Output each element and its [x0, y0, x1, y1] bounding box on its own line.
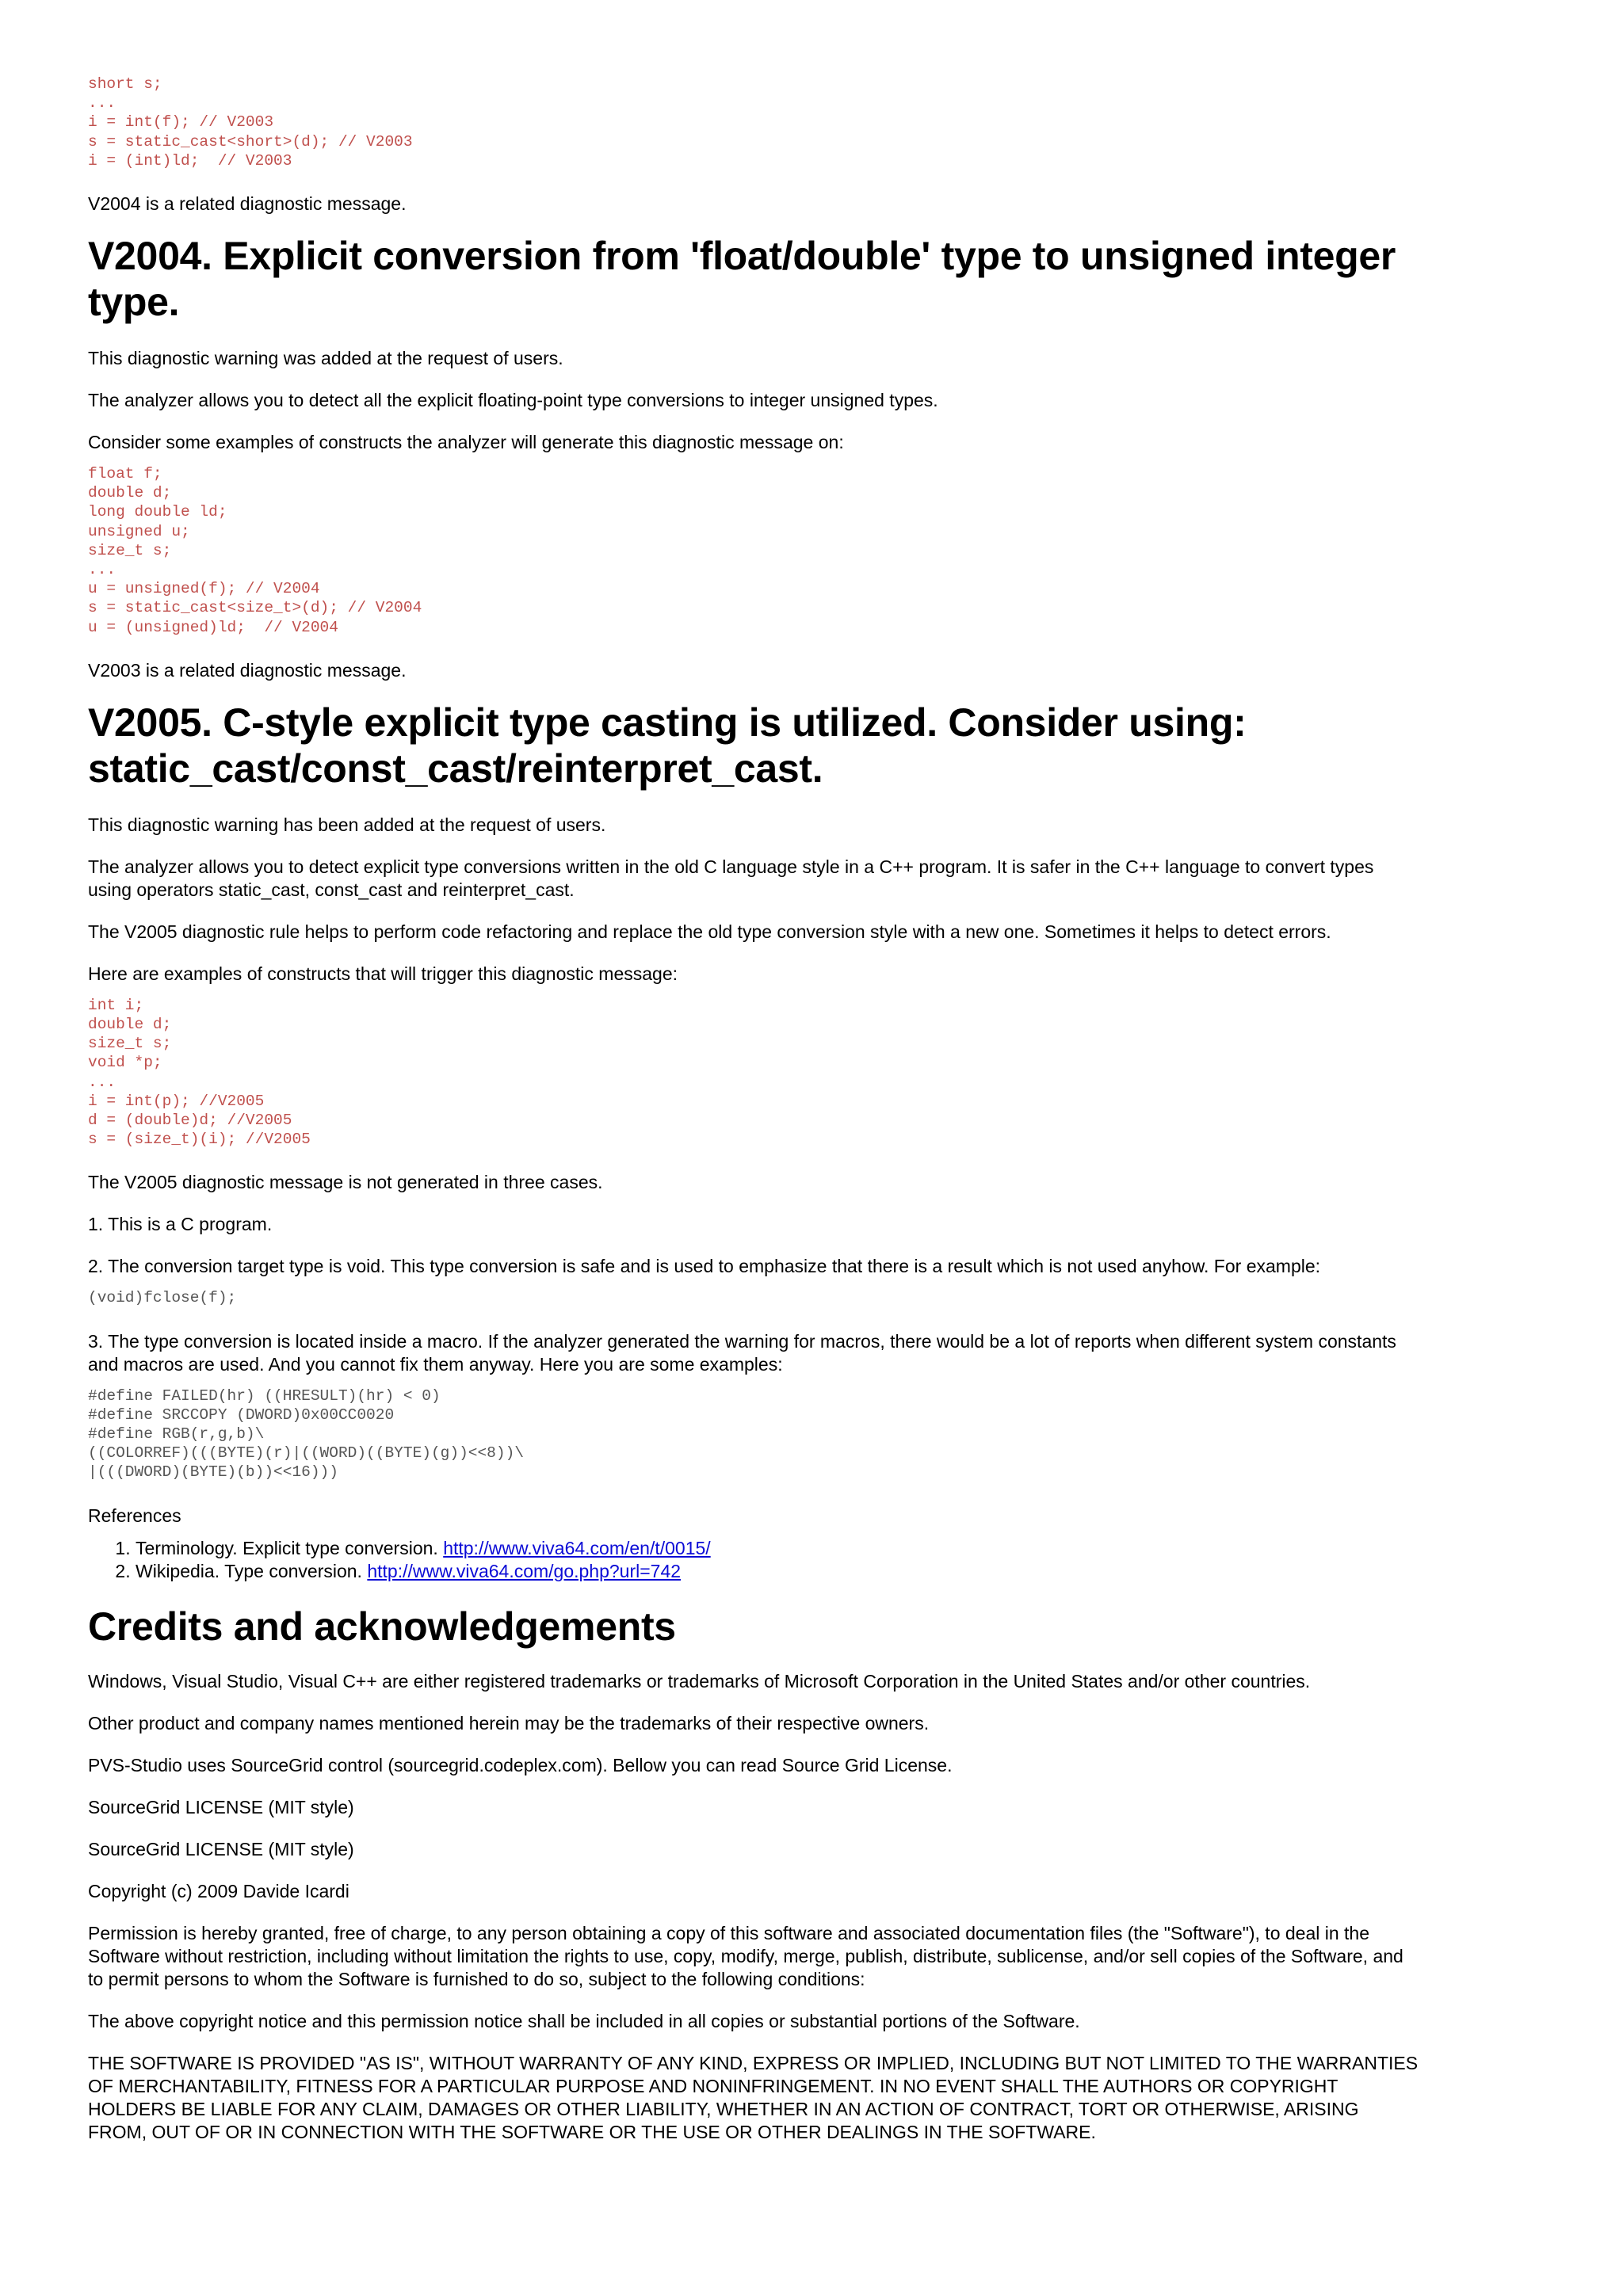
credits-paragraph-2: Other product and company names mentioned herein may be the trademarks of their respective owners. [88, 1712, 930, 1733]
v2005-paragraph-5: The V2005 diagnostic message is not generated in three cases. [88, 1172, 603, 1193]
license-permission: Permission is hereby granted, free of charge, to any person obtaining a copy of this software and associated documentation files (the "Software"), to deal in the Software without restriction, including without limitation the rights to use, copy, modify, merge, publish, distribute, sublicense, and/or sell copies of the Software, and to permit persons to whom the Software is furnished to do so, subject to the following conditions: [88, 1922, 1403, 1989]
v2004-paragraph-3: Consider some examples of constructs the analyzer will generate this diagnostic message on: [88, 432, 844, 453]
v2005-case-1: 1. This is a C program. [88, 1214, 273, 1235]
reference-link[interactable]: http://www.viva64.com/go.php?url=742 [367, 1560, 682, 1581]
references-list [88, 1537, 1419, 1583]
v2005-paragraph-1: This diagnostic warning has been added at the request of users. [88, 814, 606, 835]
license-title-repeat: SourceGrid LICENSE (MIT style) [88, 1838, 354, 1859]
v2005-case-2: 2. The conversion target type is void. This type conversion is safe and is used to emphasize that there is a result which is not used anyhow. For example: [88, 1256, 1321, 1277]
copyright-line: Copyright (c) 2009 Davide Icardi [88, 1880, 349, 1901]
v2004-paragraph-1: This diagnostic warning was added at the request of users. [88, 348, 563, 369]
v2005-paragraph-3: The V2005 diagnostic rule helps to perform code refactoring and replace the old type conversion style with a new one. Sometimes it helps to detect errors. [88, 921, 1331, 942]
heading-v2004: V2004. Explicit conversion from 'float/double' type to unsigned integer type. [88, 234, 1396, 325]
license-title: SourceGrid LICENSE (MIT style) [88, 1796, 354, 1817]
v2005-case-3: 3. The type conversion is located inside a macro. If the analyzer generated the warning for macros, there would be a lot of reports when different system constants and macros are used. And you cannot fix them anyway. Here you are some examples: [88, 1330, 1396, 1375]
credits-paragraph-1: Windows, Visual Studio, Visual C++ are either registered trademarks or trademarks of Microsoft Corporation in the United States and/or other countries. [88, 1670, 1311, 1691]
heading-v2005: V2005. C-style explicit type casting is utilized. Consider using: static_cast/const_cast/reinterpret_cast. [88, 700, 1247, 791]
license-disclaimer: THE SOFTWARE IS PROVIDED "AS IS", WITHOUT WARRANTY OF ANY KIND, EXPRESS OR IMPLIED, INCLUDING BUT NOT LIMITED TO THE WARRANTIES OF MERCHANTABILITY, FITNESS FOR A PARTICULAR PURPOSE AND NONINFRINGEMENT. IN NO EVENT SHALL THE AUTHORS OR COPYRIGHT HOLDERS BE LIABLE FOR ANY CLAIM, DAMAGES OR OTHER LIABILITY, WHETHER IN AN ACTION OF CONTRACT, TORT OR OTHERWISE, ARISING FROM, OUT OF OR IN CONNECTION WITH THE SOFTWARE OR THE USE OR OTHER DEALINGS IN THE SOFTWARE. [88, 2052, 1419, 2142]
code-block-v2005: int i; double d; size_t s; void *p; ... i = int(p); //V2005 d = (double)d; //V2005 s = (size_t)(i); //V2005 [88, 996, 311, 1149]
v2005-paragraph-2: The analyzer allows you to detect explicit type conversions written in the old C language style in a C++ program. It is safer in the C++ language to convert types using operators static_cast, const_cast and reinterpret_cast. [88, 856, 1374, 900]
code-block-macros: #define FAILED(hr) ((HRESULT)(hr) < 0) #define SRCCOPY (DWORD)0x00CC0020 #define RGB(r,g,b)\ ((COLORREF)(((BYTE)(r)|((WORD)((BYTE)(g))<<8))\ |(((DWORD)(BYTE)(b))<<16))) [88, 1386, 524, 1482]
v2005-paragraph-4: Here are examples of constructs that will trigger this diagnostic message: [88, 963, 678, 984]
reference-item [136, 1560, 1419, 1583]
credits-paragraph-3: PVS-Studio uses SourceGrid control (sourcegrid.codeplex.com). Bellow you can read Source Grid License. [88, 1754, 953, 1775]
reference-text: Terminology. Explicit type conversion. [136, 1537, 444, 1558]
reference-text: Wikipedia. Type conversion. [136, 1560, 368, 1581]
v2004-related-note: V2003 is a related diagnostic message. [88, 659, 407, 681]
heading-credits: Credits and acknowledgements [88, 1604, 676, 1649]
code-block-v2004: float f; double d; long double ld; unsigned u; size_t s; ... u = unsigned(f); // V2004 s = static_cast<size_t>(d); // V2004 u = (unsigned)ld; // V2004 [88, 465, 422, 636]
code-block-void-cast: (void)fclose(f); [88, 1289, 237, 1307]
document-page [88, 74, 1419, 2144]
v2004-paragraph-2: The analyzer allows you to detect all the explicit floating-point type conversions to integer unsigned types. [88, 390, 938, 411]
references-label: References [88, 1505, 181, 1526]
license-notice: The above copyright notice and this permission notice shall be included in all copies or substantial portions of the Software. [88, 2010, 1080, 2031]
reference-link[interactable]: http://www.viva64.com/en/t/0015/ [443, 1537, 711, 1558]
reference-item [136, 1537, 1419, 1560]
related-message-note: V2004 is a related diagnostic message. [88, 193, 407, 215]
code-block-v2003: short s; ... i = int(f); // V2003 s = static_cast<short>(d); // V2003 i = (int)ld; // V2003 [88, 75, 413, 170]
